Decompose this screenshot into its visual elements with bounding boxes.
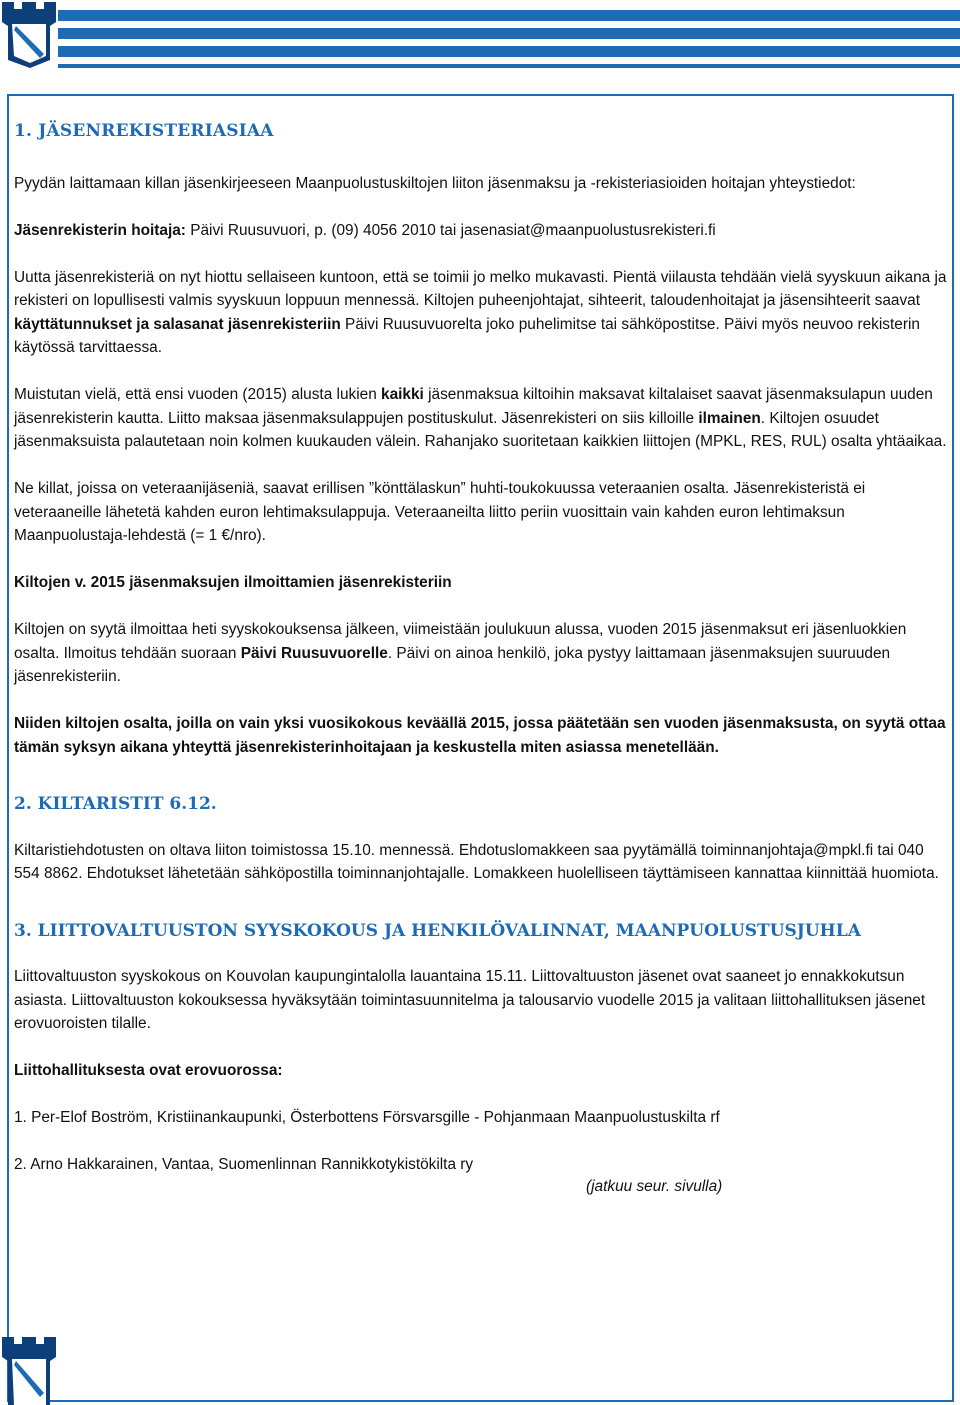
paragraph: Kiltojen on syytä ilmoittaa heti syyskokouksensa jälkeen, viimeistään joulukuun alussa, vuoden 2015 jäsenmaksut eri jäsenluokkien osalta. Ilmoitus tehdään suoraan Päivi Ruusuvuorelle. Päivi on ainoa henkilö, joka pystyy laittamaan jäsenmaksujen suuruuden jäsenrekisteriin.	[14, 621, 907, 685]
section-2-heading: 2. KILTARISTIT 6.12.	[14, 794, 217, 814]
paragraph: Kiltojen v. 2015 jäsenmaksujen ilmoittamien jäsenrekisteriin	[14, 574, 452, 591]
section-3-heading: 3. LIITTOVALTUUSTON SYYSKOKOUS JA HENKILÖVALINNAT, MAANPUOLUSTUSJUHLA	[14, 920, 861, 941]
paragraph: Ne killat, joissa on veteraanijäseniä, saavat erillisen ”könttälaskun” huhti-toukokuussa veteraanien osalta. Jäsenrekisteristä ei veteraaneille lähetetä kahden euron lehtimaksulappuja. Veteraaneilta liitto periin vuosittain vain kahden euron lehtimaksun Maanpuolustaja-lehdestä (= 1 €/nro).	[14, 480, 866, 544]
paragraph: Niiden kiltojen osalta, joilla on vain yksi vuosikokous keväällä 2015, jossa päätetään sen vuoden jäsenmaksusta, on syytä ottaa tämän syksyn aikana yhteyttä jäsenrekisterinhoitajaan ja keskustella miten asiassa menetellään.	[14, 715, 946, 756]
paragraph: Muistutan vielä, että ensi vuoden (2015) alusta lukien kaikki jäsenmaksua kiltoihin maksavat kiltalaiset saavat jäsenmaksulapun uuden jäsenrekisterin kautta. Liitto maksaa jäsenmaksulappujen postituskulut. Jäsenrekisteri on siis killoille ilmainen. Kiltojen osuudet jäsenmaksuista palautetaan noin kolmen kuukauden välein. Rahanjako suoritetaan kaikkien liittojen (MPKL, RES, RUL) osalta yhtäaikaa.	[14, 386, 947, 450]
document-body	[14, 120, 950, 1198]
castle-tower-icon	[0, 0, 60, 70]
section-1-heading: 1. JÄSENREKISTERIASIAA	[14, 121, 274, 141]
header-stripes	[58, 10, 960, 68]
castle-tower-icon-bottom	[0, 1335, 60, 1405]
paragraph: Kiltaristiehdotusten on oltava liiton toimistossa 15.10. mennessä. Ehdotuslomakkeen saa pyytämällä toiminnanjohtaja@mpkl.fi tai 040 554 8862. Ehdotukset lähetetään sähköpostilla toiminnanjohtajalle. Lomakkeen huolelliseen täyttämiseen kannattaa kiinnittää huomiota.	[14, 841, 939, 882]
continued-note: (jatkuu seur. sivulla)	[586, 1177, 723, 1195]
list-item: 1. Per-Elof Boström, Kristiinankaupunki, Österbottens Försvarsgille - Pohjanmaan Maanpuolustuskilta rf	[14, 1109, 720, 1126]
list-item: 2. Arno Hakkarainen, Vantaa, Suomenlinnan Rannikkotykistökilta ry	[14, 1156, 474, 1173]
paragraph: Liittovaltuuston syyskokous on Kouvolan kaupungintalolla lauantaina 15.11. Liittovaltuuston jäsenet ovat saaneet jo ennakkokutsun asiasta. Liittovaltuuston kokouksessa hyväksytään toimintasuunnitelma ja talousarvio vuodelle 2015 ja valitaan liittohallituksen jäsenet erovuoroisten tilalle.	[14, 968, 926, 1032]
paragraph: Liittohallituksesta ovat erovuorossa:	[14, 1062, 283, 1079]
paragraph: Jäsenrekisterin hoitaja: Päivi Ruusuvuori, p. (09) 4056 2010 tai jasenasiat@maanpuolustusrekisteri.fi	[14, 221, 716, 239]
paragraph: Pyydän laittamaan killan jäsenkirjeeseen Maanpuolustuskiltojen liiton jäsenmaksu ja -rekisteriasioiden hoitajan yhteystiedot:	[14, 174, 856, 192]
paragraph: Uutta jäsenrekisteriä on nyt hiottu sellaiseen kuntoon, että se toimii jo melko mukavasti. Pientä viilausta tehdään vielä syyskuun aikana ja rekisteri on lopullisesti valmis syyskuun loppuun mennessä. Kiltojen puheenjohtajat, sihteerit, taloudenhoitajat ja jäsensihteerit saavat käyttätunnukset ja salasanat jäsenrekisteriin Päivi Ruusuvuorelta joko puhelimitse tai sähköpostitse. Päivi myös neuvoo rekisterin käytössä tarvittaessa.	[14, 268, 947, 356]
